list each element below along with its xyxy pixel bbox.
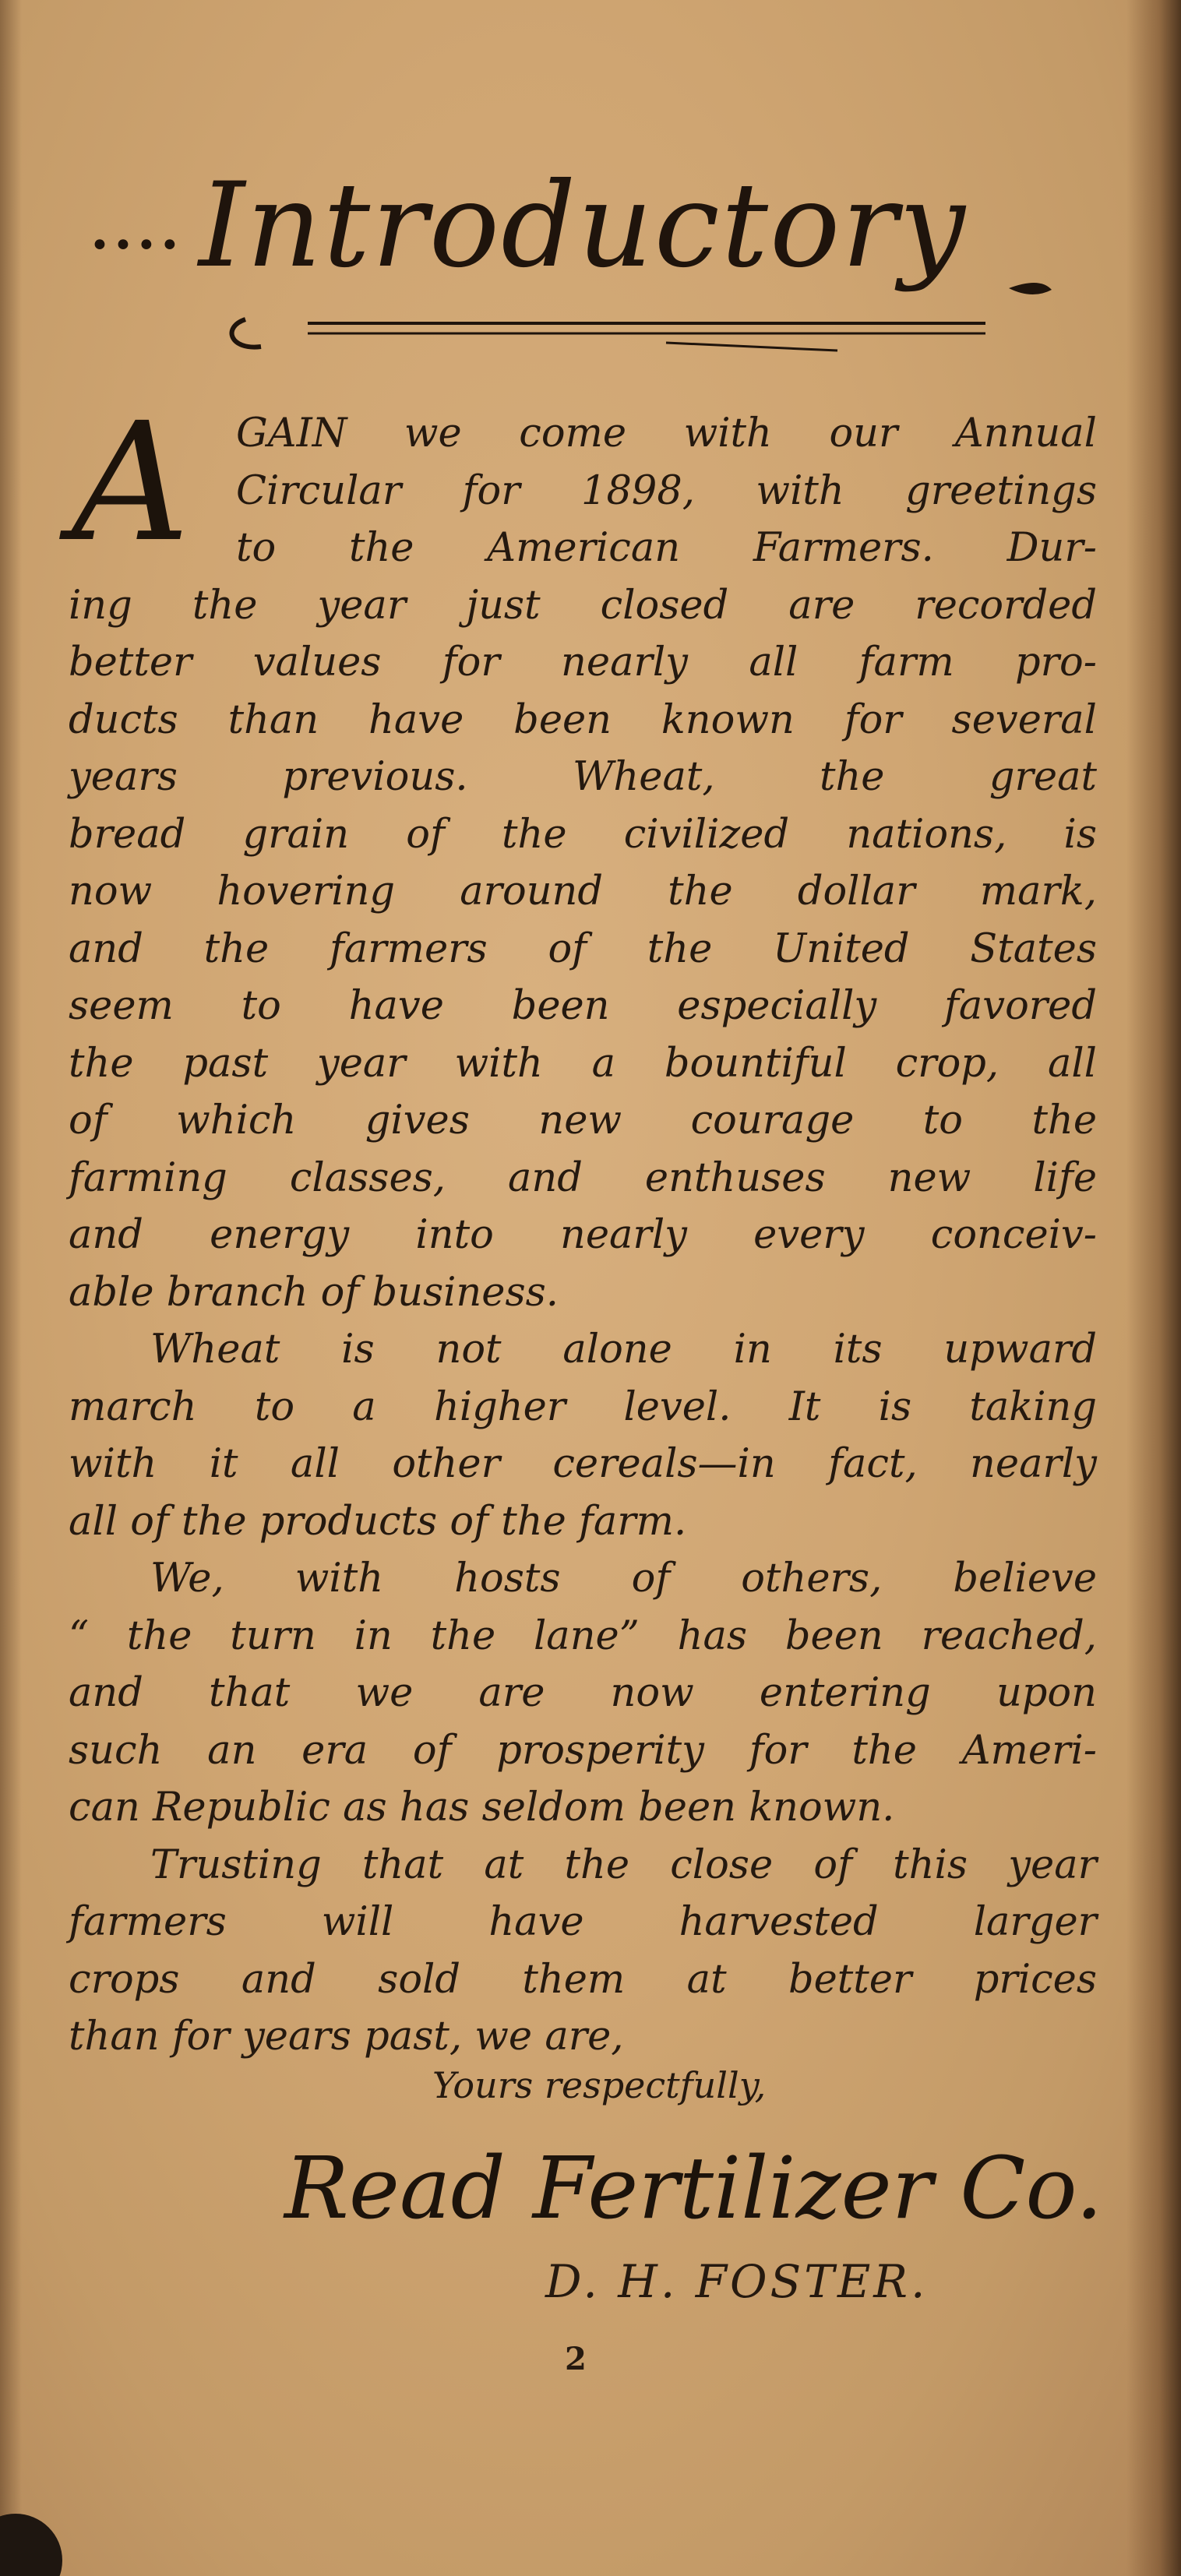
body-line: of which gives new courage to the [69, 1098, 1097, 1144]
body-line: than for years past, we are, [69, 2014, 624, 2060]
body-line: Wheat is not alone in its upward [150, 1327, 1097, 1373]
body-line: “ the turn in the lane” has been reached, [69, 1612, 1097, 1659]
closing-salutation: Yours respectfully, [432, 2064, 767, 2106]
body-line: GAIN we come with our Annual [236, 411, 1097, 456]
page-left-shadow [0, 0, 22, 2576]
body-line: now hovering around the dollar mark, [69, 869, 1097, 914]
signer-name: D. H. FOSTER. [545, 2255, 929, 2308]
body-line: all of the products of the farm. [69, 1498, 687, 1545]
body-line: to the American Farmers. Dur- [236, 525, 1097, 571]
body-line: crops and sold them at better prices [69, 1956, 1097, 2003]
page-number: 2 [565, 2341, 587, 2377]
body-line: better values for nearly all farm pro- [69, 640, 1097, 685]
body-line: can Republic as has seldom been known. [69, 1785, 895, 1831]
heading-bullets: •••• [90, 226, 183, 266]
body-line: with it all other cereals—in fact, nearly [69, 1441, 1097, 1487]
body-line: the past year with a bountiful crop, all [69, 1040, 1097, 1087]
body-line: farming classes, and enthuses new life [69, 1154, 1097, 1201]
body-line: able branch of business. [69, 1269, 559, 1316]
body-line: and the farmers of the United States [69, 925, 1097, 972]
heading [74, 156, 1048, 358]
page-corner-shadow [0, 2514, 62, 2576]
body-line: such an era of prosperity for the Ameri- [69, 1727, 1097, 1774]
body-line: ing the year just closed are recorded [69, 582, 1097, 629]
body-line: ducts than have been known for several [69, 696, 1097, 743]
body-line: and energy into nearly every conceiv- [69, 1212, 1097, 1258]
title-underline-swash-icon [199, 273, 1056, 358]
body-line: Circular for 1898, with greetings [236, 467, 1097, 514]
body-text [69, 405, 1097, 2066]
body-line: Trusting that at the close of this year [150, 1841, 1097, 1888]
page-right-shadow [1126, 0, 1181, 2576]
page-title: Introductory [199, 158, 967, 294]
body-line: We, with hosts of others, believe [150, 1556, 1097, 1602]
drop-cap: A [72, 387, 190, 578]
body-line: and that we are now entering upon [69, 1670, 1097, 1716]
body-line: march to a higher level. It is taking [69, 1383, 1097, 1430]
company-signature: Read Fertilizer Co. [284, 2138, 1103, 2238]
body-line: bread grain of the civilized nations, is [69, 811, 1097, 858]
body-line: seem to have been especially favored [69, 983, 1097, 1029]
body-line: years previous. Wheat, the great [69, 754, 1097, 800]
body-line: farmers will have harvested larger [69, 1899, 1097, 1945]
